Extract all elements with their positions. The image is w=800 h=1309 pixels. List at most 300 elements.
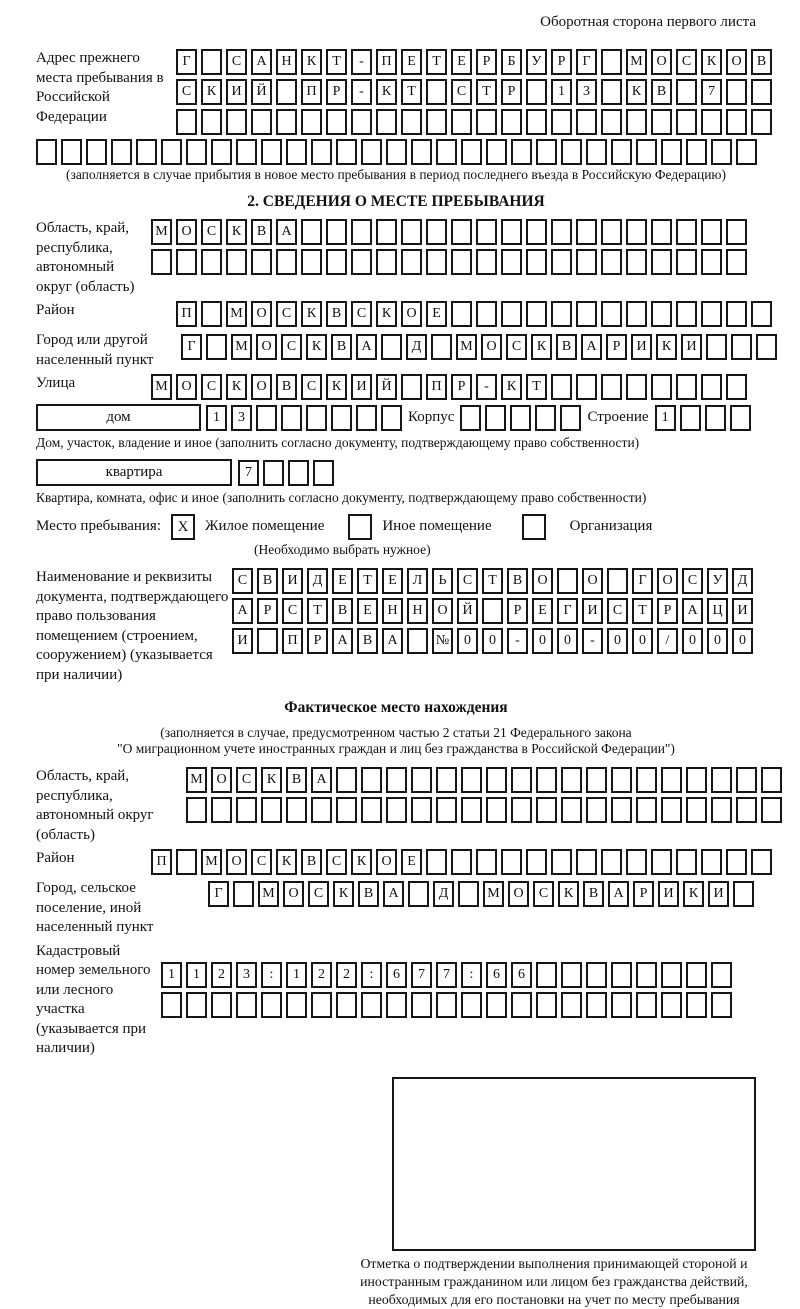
char-cell[interactable] [536,797,557,823]
char-cell[interactable] [236,139,257,165]
char-cell[interactable]: И [351,374,372,400]
char-cell[interactable]: Д [732,568,753,594]
char-cell[interactable]: Г [176,49,197,75]
char-cell[interactable]: И [658,881,679,907]
char-cell[interactable] [701,249,722,275]
char-cell[interactable] [451,249,472,275]
char-cell[interactable] [686,992,707,1018]
char-cell[interactable]: Р [551,49,572,75]
char-cell[interactable] [482,598,503,624]
char-cell[interactable] [676,301,697,327]
char-cell[interactable] [736,767,757,793]
char-cell[interactable] [426,109,447,135]
char-cell[interactable] [263,460,284,486]
char-cell[interactable]: К [376,79,397,105]
char-cell[interactable]: М [186,767,207,793]
char-cell[interactable] [511,797,532,823]
char-cell[interactable] [436,797,457,823]
char-cell[interactable]: 7 [436,962,457,988]
char-cell[interactable] [226,109,247,135]
char-cell[interactable]: 1 [286,962,307,988]
char-cell[interactable] [451,109,472,135]
char-cell[interactable]: С [232,568,253,594]
char-cell[interactable]: К [683,881,704,907]
char-cell[interactable] [701,849,722,875]
char-cell[interactable] [586,962,607,988]
char-cell[interactable] [476,219,497,245]
char-cell[interactable] [651,109,672,135]
char-cell[interactable]: С [457,568,478,594]
char-cell[interactable] [361,767,382,793]
char-cell[interactable]: Г [181,334,202,360]
char-cell[interactable] [711,767,732,793]
char-cell[interactable]: П [426,374,447,400]
char-cell[interactable] [431,334,452,360]
char-cell[interactable] [336,797,357,823]
char-cell[interactable] [526,219,547,245]
char-cell[interactable] [326,109,347,135]
char-cell[interactable] [733,881,754,907]
char-cell[interactable] [676,219,697,245]
char-cell[interactable] [676,249,697,275]
char-cell[interactable] [411,797,432,823]
char-cell[interactable]: Г [208,881,229,907]
char-cell[interactable] [726,219,747,245]
char-cell[interactable] [686,962,707,988]
char-cell[interactable] [326,249,347,275]
char-cell[interactable]: 0 [457,628,478,654]
char-cell[interactable] [326,219,347,245]
char-cell[interactable]: О [481,334,502,360]
char-cell[interactable] [601,301,622,327]
char-cell[interactable]: К [226,374,247,400]
char-cell[interactable] [701,374,722,400]
checkbox-residential[interactable]: X [171,514,195,540]
char-cell[interactable]: И [582,598,603,624]
char-cell[interactable] [661,797,682,823]
char-cell[interactable] [288,460,309,486]
char-cell[interactable] [461,767,482,793]
char-cell[interactable] [211,139,232,165]
char-cell[interactable] [186,139,207,165]
char-cell[interactable] [586,767,607,793]
char-cell[interactable] [206,334,227,360]
char-cell[interactable] [236,797,257,823]
char-cell[interactable] [557,568,578,594]
char-cell[interactable]: М [626,49,647,75]
char-cell[interactable]: С [201,219,222,245]
char-cell[interactable]: М [231,334,252,360]
char-cell[interactable]: О [226,849,247,875]
char-cell[interactable] [486,767,507,793]
char-cell[interactable]: С [607,598,628,624]
char-cell[interactable]: О [283,881,304,907]
char-cell[interactable]: 6 [486,962,507,988]
char-cell[interactable] [311,139,332,165]
char-cell[interactable]: : [361,962,382,988]
char-cell[interactable]: К [558,881,579,907]
char-cell[interactable] [676,374,697,400]
char-cell[interactable]: П [151,849,172,875]
char-cell[interactable]: 0 [732,628,753,654]
char-cell[interactable]: Е [401,849,422,875]
char-cell[interactable]: Т [482,568,503,594]
char-cell[interactable]: / [657,628,678,654]
char-cell[interactable]: М [201,849,222,875]
char-cell[interactable] [676,79,697,105]
char-cell[interactable]: А [608,881,629,907]
char-cell[interactable] [756,334,777,360]
char-cell[interactable]: О [726,49,747,75]
char-cell[interactable] [601,219,622,245]
char-cell[interactable] [233,881,254,907]
char-cell[interactable]: М [226,301,247,327]
char-cell[interactable]: 3 [231,405,252,431]
char-cell[interactable]: 2 [211,962,232,988]
char-cell[interactable] [451,219,472,245]
char-cell[interactable]: 1 [206,405,227,431]
char-cell[interactable]: Е [401,49,422,75]
char-cell[interactable] [560,405,581,431]
char-cell[interactable] [301,249,322,275]
char-cell[interactable] [501,849,522,875]
char-cell[interactable] [576,849,597,875]
char-cell[interactable]: С [533,881,554,907]
char-cell[interactable]: П [301,79,322,105]
char-cell[interactable]: К [701,49,722,75]
char-cell[interactable] [376,219,397,245]
char-cell[interactable] [460,405,481,431]
char-cell[interactable]: - [507,628,528,654]
char-cell[interactable]: Й [251,79,272,105]
char-cell[interactable] [706,334,727,360]
char-cell[interactable]: П [176,301,197,327]
char-cell[interactable]: А [382,628,403,654]
char-cell[interactable] [451,301,472,327]
char-cell[interactable] [651,849,672,875]
char-cell[interactable] [526,249,547,275]
char-cell[interactable] [651,301,672,327]
char-cell[interactable] [736,139,757,165]
char-cell[interactable] [426,79,447,105]
char-cell[interactable] [386,767,407,793]
char-cell[interactable]: Е [451,49,472,75]
char-cell[interactable]: С [676,49,697,75]
char-cell[interactable] [376,109,397,135]
char-cell[interactable]: К [376,301,397,327]
char-cell[interactable] [607,568,628,594]
char-cell[interactable] [636,962,657,988]
char-cell[interactable]: А [232,598,253,624]
char-cell[interactable]: С [451,79,472,105]
char-cell[interactable] [586,797,607,823]
char-cell[interactable]: С [682,568,703,594]
char-cell[interactable] [301,219,322,245]
char-cell[interactable] [726,301,747,327]
char-cell[interactable] [236,992,257,1018]
char-cell[interactable]: В [751,49,772,75]
char-cell[interactable] [661,767,682,793]
char-cell[interactable]: В [332,598,353,624]
char-cell[interactable]: С [201,374,222,400]
char-cell[interactable] [680,405,701,431]
char-cell[interactable] [313,460,334,486]
char-cell[interactable] [601,374,622,400]
char-cell[interactable] [401,109,422,135]
char-cell[interactable] [476,109,497,135]
char-cell[interactable]: Ц [707,598,728,624]
char-cell[interactable] [201,249,222,275]
char-cell[interactable]: 0 [532,628,553,654]
char-cell[interactable]: В [357,628,378,654]
char-cell[interactable]: О [176,219,197,245]
char-cell[interactable] [601,109,622,135]
char-cell[interactable]: И [631,334,652,360]
char-cell[interactable] [651,249,672,275]
char-cell[interactable]: С [176,79,197,105]
char-cell[interactable]: № [432,628,453,654]
char-cell[interactable]: Р [451,374,472,400]
char-cell[interactable]: Р [326,79,347,105]
char-cell[interactable]: Р [507,598,528,624]
char-cell[interactable]: В [276,374,297,400]
char-cell[interactable] [761,797,782,823]
char-cell[interactable]: П [376,49,397,75]
char-cell[interactable] [576,109,597,135]
char-cell[interactable] [626,249,647,275]
char-cell[interactable]: М [456,334,477,360]
char-cell[interactable] [361,797,382,823]
char-cell[interactable]: А [311,767,332,793]
char-cell[interactable] [256,405,277,431]
char-cell[interactable] [201,301,222,327]
char-cell[interactable] [351,109,372,135]
char-cell[interactable]: Е [357,598,378,624]
char-cell[interactable]: Т [476,79,497,105]
char-cell[interactable] [201,109,222,135]
char-cell[interactable]: Л [407,568,428,594]
char-cell[interactable]: - [582,628,603,654]
char-cell[interactable]: В [358,881,379,907]
char-cell[interactable]: К [626,79,647,105]
char-cell[interactable] [411,992,432,1018]
char-cell[interactable] [436,139,457,165]
char-cell[interactable]: К [333,881,354,907]
char-cell[interactable]: О [251,374,272,400]
char-cell[interactable] [551,374,572,400]
char-cell[interactable]: Р [476,49,497,75]
char-cell[interactable] [411,767,432,793]
char-cell[interactable]: Т [307,598,328,624]
char-cell[interactable] [261,992,282,1018]
char-cell[interactable] [476,301,497,327]
char-cell[interactable]: 1 [161,962,182,988]
char-cell[interactable]: М [151,219,172,245]
char-cell[interactable]: И [732,598,753,624]
char-cell[interactable] [561,767,582,793]
char-cell[interactable]: С [282,598,303,624]
char-cell[interactable]: О [401,301,422,327]
char-cell[interactable]: О [256,334,277,360]
char-cell[interactable]: С [351,301,372,327]
char-cell[interactable] [751,79,772,105]
char-cell[interactable] [36,139,57,165]
char-cell[interactable] [551,301,572,327]
char-cell[interactable]: Р [606,334,627,360]
char-cell[interactable]: М [483,881,504,907]
char-cell[interactable] [276,109,297,135]
char-cell[interactable]: К [301,301,322,327]
char-cell[interactable] [476,249,497,275]
char-cell[interactable] [761,767,782,793]
char-cell[interactable]: Б [501,49,522,75]
char-cell[interactable]: В [507,568,528,594]
char-cell[interactable] [611,797,632,823]
char-cell[interactable]: Т [357,568,378,594]
char-cell[interactable] [626,301,647,327]
char-cell[interactable]: В [251,219,272,245]
char-cell[interactable] [186,797,207,823]
char-cell[interactable] [705,405,726,431]
char-cell[interactable] [526,79,547,105]
char-cell[interactable] [536,992,557,1018]
char-cell[interactable] [261,139,282,165]
char-cell[interactable] [651,219,672,245]
char-cell[interactable]: Н [407,598,428,624]
char-cell[interactable]: К [306,334,327,360]
char-cell[interactable] [676,109,697,135]
char-cell[interactable] [486,139,507,165]
char-cell[interactable] [730,405,751,431]
char-cell[interactable]: : [461,962,482,988]
char-cell[interactable]: О [432,598,453,624]
char-cell[interactable]: И [232,628,253,654]
char-cell[interactable] [401,249,422,275]
char-cell[interactable]: 2 [311,962,332,988]
char-cell[interactable] [510,405,531,431]
char-cell[interactable]: Д [307,568,328,594]
char-cell[interactable] [535,405,556,431]
char-cell[interactable]: О [651,49,672,75]
char-cell[interactable]: И [226,79,247,105]
char-cell[interactable]: И [708,881,729,907]
char-cell[interactable] [726,849,747,875]
char-cell[interactable] [601,79,622,105]
char-cell[interactable] [426,249,447,275]
char-cell[interactable]: А [581,334,602,360]
char-cell[interactable]: А [356,334,377,360]
char-cell[interactable] [711,992,732,1018]
char-cell[interactable]: Р [657,598,678,624]
char-cell[interactable] [576,374,597,400]
char-cell[interactable]: С [276,301,297,327]
char-cell[interactable] [211,992,232,1018]
char-cell[interactable]: 0 [482,628,503,654]
char-cell[interactable] [751,109,772,135]
char-cell[interactable]: К [261,767,282,793]
char-cell[interactable] [511,139,532,165]
char-cell[interactable] [701,301,722,327]
char-cell[interactable]: К [531,334,552,360]
char-cell[interactable] [726,109,747,135]
char-cell[interactable] [111,139,132,165]
char-cell[interactable]: К [226,219,247,245]
char-cell[interactable]: В [257,568,278,594]
char-cell[interactable]: 6 [386,962,407,988]
char-cell[interactable] [386,797,407,823]
char-cell[interactable]: Е [532,598,553,624]
char-cell[interactable]: Н [382,598,403,624]
char-cell[interactable]: Д [433,881,454,907]
char-cell[interactable] [301,109,322,135]
char-cell[interactable] [161,139,182,165]
char-cell[interactable] [461,139,482,165]
char-cell[interactable]: А [383,881,404,907]
char-cell[interactable] [276,249,297,275]
char-cell[interactable] [551,249,572,275]
char-cell[interactable] [601,49,622,75]
char-cell[interactable] [401,374,422,400]
char-cell[interactable]: 6 [511,962,532,988]
char-cell[interactable] [511,767,532,793]
char-cell[interactable] [711,797,732,823]
char-cell[interactable]: 0 [632,628,653,654]
char-cell[interactable] [551,219,572,245]
char-cell[interactable] [257,628,278,654]
char-cell[interactable] [407,628,428,654]
char-cell[interactable] [336,139,357,165]
char-cell[interactable] [586,139,607,165]
char-cell[interactable] [226,249,247,275]
char-cell[interactable]: Е [426,301,447,327]
char-cell[interactable]: А [682,598,703,624]
char-cell[interactable]: И [681,334,702,360]
char-cell[interactable] [486,992,507,1018]
char-cell[interactable]: М [258,881,279,907]
char-cell[interactable]: 1 [551,79,572,105]
char-cell[interactable]: О [251,301,272,327]
char-cell[interactable] [526,301,547,327]
checkbox-other-premises[interactable] [348,514,372,540]
char-cell[interactable]: 3 [576,79,597,105]
char-cell[interactable]: А [251,49,272,75]
char-cell[interactable] [576,249,597,275]
char-cell[interactable] [526,849,547,875]
char-cell[interactable]: О [376,849,397,875]
char-cell[interactable] [451,849,472,875]
char-cell[interactable] [626,849,647,875]
char-cell[interactable] [561,992,582,1018]
char-cell[interactable] [331,405,352,431]
char-cell[interactable] [376,249,397,275]
char-cell[interactable] [351,219,372,245]
char-cell[interactable]: Р [501,79,522,105]
char-cell[interactable]: Р [307,628,328,654]
char-cell[interactable]: К [351,849,372,875]
char-cell[interactable] [636,767,657,793]
char-cell[interactable]: С [251,849,272,875]
char-cell[interactable] [311,797,332,823]
char-cell[interactable] [561,797,582,823]
char-cell[interactable] [276,79,297,105]
char-cell[interactable] [561,962,582,988]
char-cell[interactable] [486,797,507,823]
char-cell[interactable] [686,797,707,823]
char-cell[interactable] [536,962,557,988]
char-cell[interactable]: 3 [236,962,257,988]
char-cell[interactable] [458,881,479,907]
char-cell[interactable]: 7 [701,79,722,105]
